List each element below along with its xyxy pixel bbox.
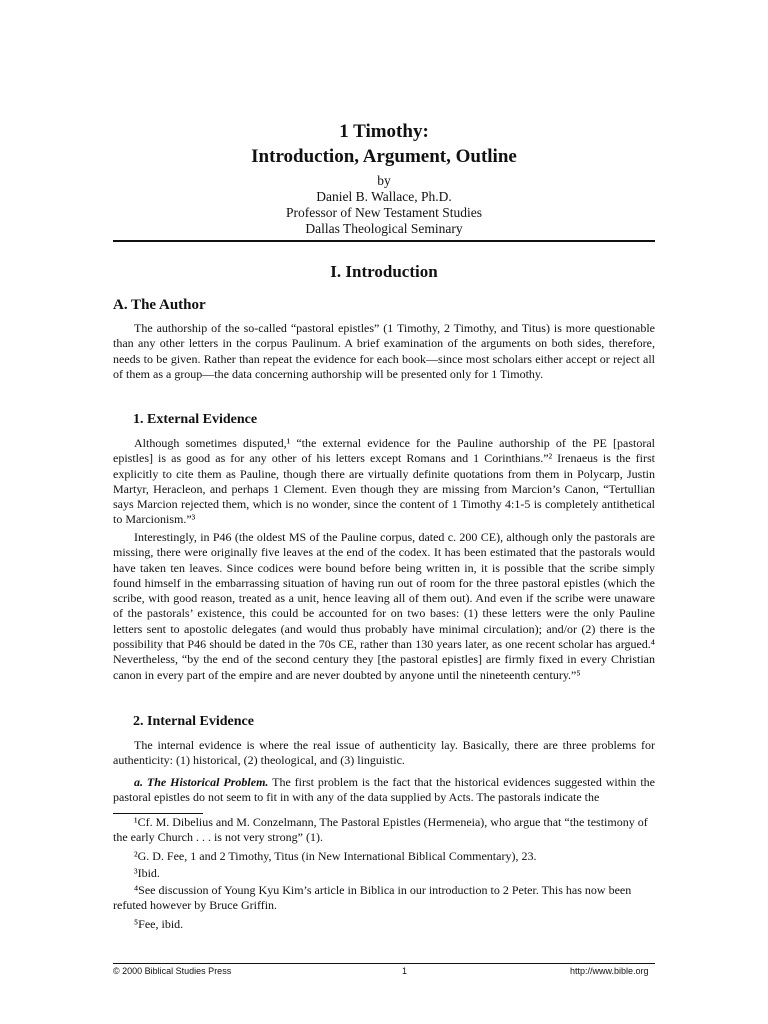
author-name: Daniel B. Wallace, Ph.D. bbox=[316, 189, 452, 204]
section-title: I. Introduction bbox=[330, 262, 438, 281]
title-line-1: 1 Timothy: bbox=[339, 121, 429, 142]
author-institution: Dallas Theological Seminary bbox=[305, 221, 463, 236]
footnote-3: ³Ibid. bbox=[134, 866, 160, 880]
paragraph-external-evidence: Although sometimes disputed,¹ “the external evidence for the Pauline authorship of the PE [pastoral epistles] is as good as for any other of his letters except Romans and 1 Corinthians.”² Irenaeus is the first explicitly to cite them as Pauline, though there are virtually definite quotations from them in Polycarp, Justin Martyr, Heracleon, and perhaps 1 Clement. Even though they are missing from Marcion’s Canon, “Tertullian says Marcion rejected them, which is no wonder, since the content of 1 Timothy 4:1-5 is completely antithetical to Marcionism.”³ bbox=[113, 436, 655, 527]
subsection-heading-author: A. The Author bbox=[113, 297, 206, 313]
paragraph-p46: Interestingly, in P46 (the oldest MS of the Pauline corpus, dated c. 200 CE), although only the pastorals are missing, there were originally five leaves at the end of the codex. It has been estimated that the pastorals would have taken ten leaves. Since codices were bound before being written in, it is possible that the scribe simply found himself in the embarrassing situation of having run out of room for the three pastoral epistles (which the scribe, with good reason, treated as a unit, hence leaving all of them out). And even if the scribe were unaware of the pastorals’ existence, this could be accounted for on two bases: (1) these letters were the only Pauline letters sent to apostolic delegates (and would thus probably have minimal circulation); and/or (2) there is the possibility that P46 should be dated in the 70s CE, rather than 130 years later, as one recent scholar has argued.⁴ Nevertheless, “by the end of the second century they [the pastoral epistles] are firmly fixed in every Christian canon in every part of the empire and are never doubted by anyone until the nineteenth century.”⁵ bbox=[113, 530, 655, 682]
footnote-2: ²G. D. Fee, 1 and 2 Timothy, Titus (in New International Biblical Commentary), 23. bbox=[134, 849, 537, 863]
footnote-4: ⁴See discussion of Young Kyu Kim’s article in Biblica in our introduction to 2 Peter. This has now been refuted however by Bruce Griffin. bbox=[113, 883, 632, 912]
byline-by: by bbox=[377, 173, 391, 188]
author-position: Professor of New Testament Studies bbox=[285, 205, 483, 220]
footer-page-number: 1 bbox=[402, 966, 408, 976]
footer-copyright: © 2000 Biblical Studies Press bbox=[113, 966, 232, 976]
historical-problem-label: a. The Historical Problem. bbox=[134, 775, 269, 789]
paragraph-internal-evidence: The internal evidence is where the real issue of authenticity lay. Basically, there are three problems for authenticity: (1) historical, (2) theological, and (3) linguistic. bbox=[113, 738, 655, 768]
footnote-5: ⁵Fee, ibid. bbox=[134, 917, 184, 931]
footnote-rule bbox=[113, 813, 203, 814]
heading-internal-evidence: 2. Internal Evidence bbox=[133, 714, 254, 729]
header-rule bbox=[113, 240, 655, 242]
historical-problem-text: The first problem is the fact that the historical evidences suggested within the pastoral epistles do not seem to fit in with any of the data supplied by Acts. The pastorals indicate the bbox=[113, 775, 655, 805]
paragraph-author: The authorship of the so-called “pastoral epistles” (1 Timothy, 2 Timothy, and Titus) is more questionable than any other letters in the corpus Paulinum. A brief examination of the arguments on both sides, therefore, needs to be given. Rather than repeat the evidence for each book—since most scholars either accept or reject all of them as a group—the data concerning authorship will be presented only for 1 Timothy. bbox=[113, 321, 655, 381]
footer-rule bbox=[113, 963, 655, 964]
title-line-2: Introduction, Argument, Outline bbox=[251, 146, 517, 167]
footer-url[interactable]: http://www.bible.org bbox=[570, 966, 649, 976]
footnote-1: ¹Cf. M. Dibelius and M. Conzelmann, The Pastoral Epistles (Hermeneia), who argue that “the testimony of the early Church . . . is not very strong” (1). bbox=[113, 815, 648, 844]
heading-external-evidence: 1. External Evidence bbox=[133, 412, 258, 427]
paragraph-historical-problem bbox=[113, 775, 655, 806]
